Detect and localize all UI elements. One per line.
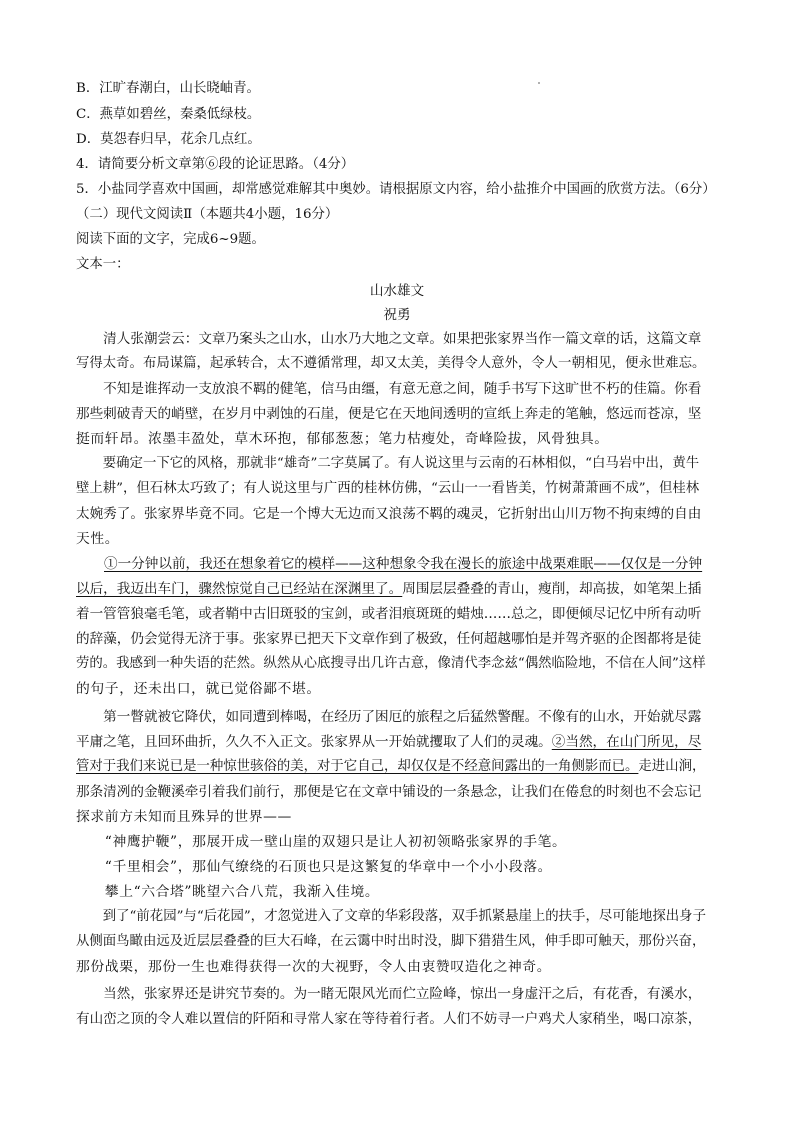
article-line: 那些刺破青天的峭壁，在岁月中剥蚀的石崖，便是它在天地间透明的宣纸上奔走的笔触，悠远而苍凉，坚 bbox=[76, 406, 702, 422]
text-label: 文本一： bbox=[76, 257, 130, 272]
article-line: 劳的。我感到一种失语的茫然。纵然从心底搜寻出几许古意，像清代李念兹“偶然临险地，不信在人间”这样 bbox=[76, 656, 706, 671]
article-line: 要确定一下它的风格，那就非“雄奇”二字莫属了。有人说这里与云南的石林相似，“白马岩中出，黄牛 bbox=[76, 456, 700, 471]
article-line: 写得太奇。布局谋篇，起承转合，太不遵循常理，却又太美，美得令人意外，令人一朝相见，便永世难忘。 bbox=[76, 356, 706, 371]
article-line: 第一瞥就被它降伏，如同遭到棒喝，在经历了困厄的旅程之后猛然警醒。不像有的山水，开始就尽露 bbox=[76, 709, 702, 725]
underlined-sentence-1-cont: 以后，我迈出车门，骤然惊觉自己已经站在深渊里了。 bbox=[76, 581, 403, 597]
article-line: 从侧面鸟瞰由远及近层层叠叠的巨大石峰，在云霭中时出时没，脚下猎猎生风，伸手即可触天，那份兴奋， bbox=[76, 934, 706, 949]
article-line bbox=[76, 733, 708, 751]
underlined-sentence-2: ②当然，在山门所见，尽 bbox=[551, 734, 702, 750]
article-line: “神鹰护鞭”，那展开成一壁山崖的双翅只是让人初初领略张家界的手笔。 bbox=[76, 834, 567, 850]
section-instruction: 阅读下面的文字，完成6~9题。 bbox=[76, 232, 265, 247]
article-text: 平庸之笔，且回环曲折，久久不入正文。张家界从一开始就攫取了人们的灵魂。 bbox=[76, 734, 552, 750]
article-line: 到了“前花园”与“后花园”，才忽觉进入了文章的华彩段落，双手抓紧悬崖上的扶手，尽可能地探出身子 bbox=[76, 909, 706, 924]
article-author: 祝勇 bbox=[383, 307, 411, 323]
article-line: 挺而轩昂。浓墨丰盈处，草木环抱，郁郁葱葱；笔力枯瘦处，奇峰险拔，风骨独具。 bbox=[76, 431, 609, 447]
underlined-sentence-1: ①一分钟以前，我还在想象着它的模样——这种想象令我在漫长的旅途中战栗难眠——仅仅是一分钟 bbox=[104, 556, 703, 572]
question-4: 4．请简要分析文章第⑥段的论证思路。（4分） bbox=[76, 157, 355, 172]
article-line: 天性。 bbox=[76, 531, 120, 547]
article-line: 不知是谁挥动一支放浪不羁的健笔，信马由缰，有意无意之间，随手书写下这旷世不朽的佳篇。你看 bbox=[76, 381, 702, 397]
article-line: 壁上耕”，但石林太巧致了；有人说这里与广西的桂林仿佛，“云山一一看皆美，竹树萧萧画不成”，但桂林 bbox=[76, 481, 700, 496]
article-line bbox=[76, 758, 708, 776]
option-b: B．江旷春潮白，山长晓岫青。 bbox=[76, 81, 260, 96]
option-d: D．莫怨春归早，花余几点红。 bbox=[76, 132, 261, 147]
article-line: 探求前方未知而且殊异的世界—— bbox=[76, 809, 292, 825]
article-line: 的句子，还未出口，就已觉俗鄙不堪。 bbox=[76, 681, 321, 697]
article-text: 走进山涧， bbox=[638, 759, 706, 774]
article-line: 着一管管狼毫毛笔，或者鞘中古旧斑驳的宝剑，或者泪痕斑斑的蜡烛……总之，即便倾尽记忆中所有动听 bbox=[76, 606, 702, 622]
article-line: 清人张潮尝云：文章乃案头之山水，山水乃大地之文章。如果把张家界当作一篇文章的话，这篇文章 bbox=[76, 331, 702, 347]
article-title: 山水雄文 bbox=[369, 283, 425, 299]
article-line bbox=[76, 555, 708, 573]
article-line bbox=[76, 580, 708, 598]
article-line: “千里相会”，那仙气缭绕的石顶也只是这繁复的华章中一个小小段落。 bbox=[76, 859, 553, 875]
option-c: C．燕草如碧丝，秦桑低绿枝。 bbox=[76, 107, 261, 122]
article-line: 有山峦之顶的令人难以置信的阡陌和寻常人家在等待着行者。人们不妨寻一户鸡犬人家稍坐，喝口凉茶， bbox=[76, 1011, 702, 1027]
article-line: 那条清冽的金鞭溪牵引着我们前行，那便是它在文章中铺设的一条悬念，让我们在倦怠的时刻也不会忘记 bbox=[76, 784, 702, 800]
article-line: 的辞藻，仍会觉得无济于事。张家界已把天下文章作到了极致，任何超越哪怕是并驾齐驱的企图都将是徒 bbox=[76, 631, 702, 647]
section-heading: （二）现代文阅读Ⅱ（本题共4小题，16分） bbox=[76, 207, 339, 222]
article-line: 那份战栗，那份一生也难得获得一次的大视野，令人由衷赞叹造化之神奇。 bbox=[76, 959, 552, 975]
article-line: 当然，张家界还是讲究节奏的。为一睹无限风光而伫立险峰，惊出一身虚汗之后，有花香，有溪水， bbox=[76, 986, 702, 1002]
article-line: 攀上“六合塔”眺望六合八荒，我渐入佳境。 bbox=[76, 884, 380, 900]
article-line: 太婉秀了。张家界毕竟不同。它是一个博大无边而又浪荡不羁的魂灵，它折射出山川万物不拘束缚的自由 bbox=[76, 506, 702, 522]
question-5: 5．小盐同学喜欢中国画，却常感觉难解其中奥妙。请根据原文内容，给小盐推介中国画的欣赏方法。（6分） bbox=[76, 182, 716, 197]
underlined-sentence-2-cont: 管对于我们来说已是一种惊世骇俗的美，对于它自己，却仅仅是不经意间露出的一角侧影而已。 bbox=[76, 759, 639, 774]
article-text: 周围层层叠叠的青山，瘦削，却高拔，如笔架上插 bbox=[402, 581, 702, 597]
speck-mark bbox=[538, 82, 540, 84]
